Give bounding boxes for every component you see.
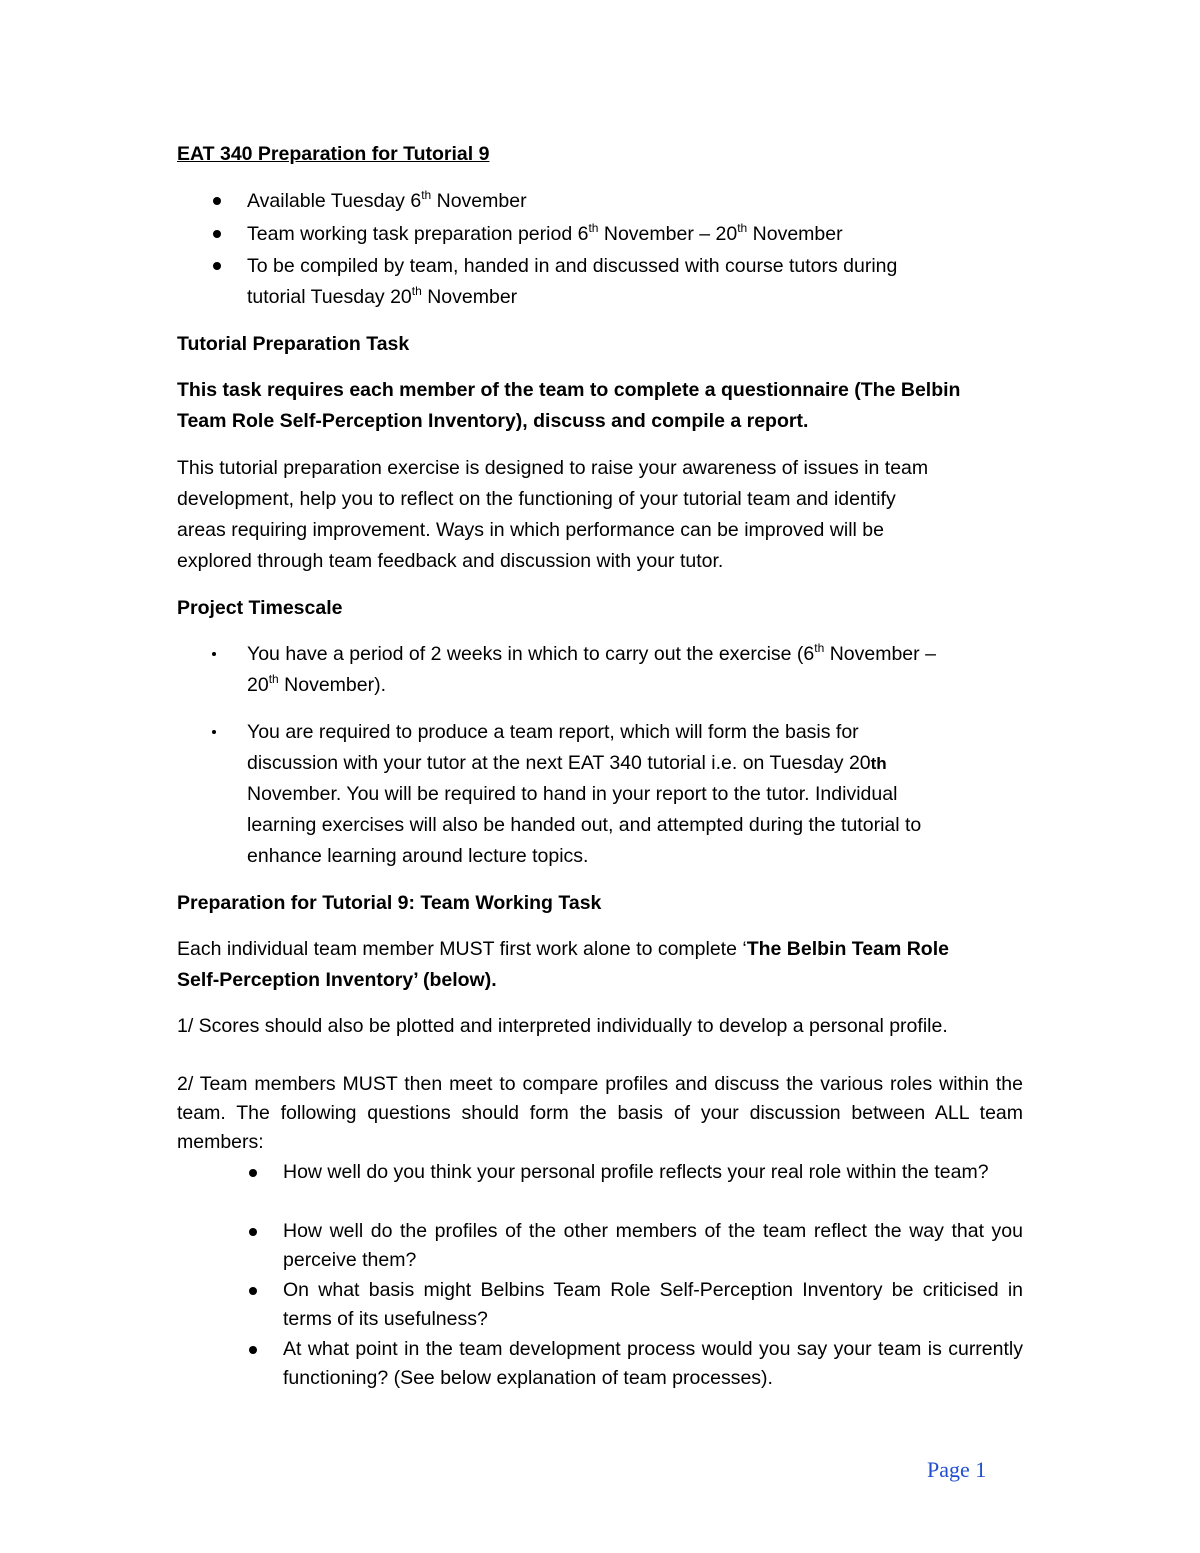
question-item: How well do the profiles of the other members of the team reflect the way that you perceive them? bbox=[283, 1220, 1023, 1271]
bullet-icon bbox=[249, 1219, 257, 1236]
available-date: Available Tuesday 6th November bbox=[247, 188, 527, 212]
team-task-intro-line-1: Each individual team member MUST first work alone to complete ‘The Belbin Team Role bbox=[177, 938, 949, 960]
preparation-period: Team working task preparation period 6th November – 20th November bbox=[247, 221, 843, 245]
bullet-icon bbox=[249, 1160, 257, 1177]
timescale-item-2-line: learning exercises will also be handed out, and attempted during the tutorial to bbox=[247, 814, 922, 836]
page-number: Page 1 bbox=[927, 1457, 987, 1482]
timescale-item-2-line: November. You will be required to hand in your report to the tutor. Individual bbox=[247, 783, 898, 805]
timescale-item-1-line-2: 20th November). bbox=[247, 672, 386, 696]
step-2-text: 2/ Team members MUST then meet to compare profiles and discuss the various roles within the team. The following questions should form the basis of your discussion between ALL team members: bbox=[177, 1073, 1023, 1153]
task-requirement-line-1: This task requires each member of the team to complete a questionnaire (The Belbin bbox=[177, 379, 961, 401]
bullet-icon bbox=[213, 253, 221, 270]
task-requirement-line-2: Team Role Self-Perception Inventory), discuss and compile a report. bbox=[177, 410, 809, 432]
timescale-item-2-line: enhance learning around lecture topics. bbox=[247, 845, 589, 867]
bullet-icon bbox=[249, 1337, 257, 1354]
question-item: On what basis might Belbins Team Role Self-Perception Inventory be criticised in terms of its usefulness? bbox=[283, 1279, 1023, 1330]
question-item: How well do you think your personal profile reflects your real role within the team? bbox=[283, 1161, 989, 1183]
bullet-icon bbox=[213, 188, 221, 205]
description-line: This tutorial preparation exercise is designed to raise your awareness of issues in team bbox=[177, 457, 929, 479]
bullet-icon bbox=[212, 719, 216, 734]
timescale-item-1-line-1: You have a period of 2 weeks in which to carry out the exercise (6th November – bbox=[247, 641, 936, 665]
timescale-item-2-line-2: discussion with your tutor at the next EAT 340 tutorial i.e. on Tuesday 20th bbox=[247, 752, 887, 774]
bullet-icon bbox=[213, 221, 221, 238]
description-line: areas requiring improvement. Ways in which performance can be improved will be bbox=[177, 519, 884, 541]
tutorial-task-heading: Tutorial Preparation Task bbox=[177, 333, 410, 355]
description-line: explored through team feedback and discussion with your tutor. bbox=[177, 550, 724, 572]
compiled-line-2: tutorial Tuesday 20th November bbox=[247, 284, 518, 308]
step-1-text: 1/ Scores should also be plotted and interpreted individually to develop a personal profile. bbox=[177, 1015, 948, 1037]
team-task-intro-line-2: Self-Perception Inventory’ (below). bbox=[177, 969, 497, 991]
description-line: development, help you to reflect on the functioning of your tutorial team and identify bbox=[177, 488, 896, 510]
timescale-heading: Project Timescale bbox=[177, 597, 343, 619]
question-item: At what point in the team development process would you say your team is currently functioning? (See below explanation of team processes). bbox=[283, 1338, 1023, 1389]
compiled-line-1: To be compiled by team, handed in and discussed with course tutors during bbox=[247, 255, 898, 277]
bullet-icon bbox=[249, 1278, 257, 1295]
team-task-heading: Preparation for Tutorial 9: Team Working Task bbox=[177, 892, 602, 914]
document-title: EAT 340 Preparation for Tutorial 9 bbox=[177, 143, 490, 165]
bullet-icon bbox=[212, 641, 216, 656]
timescale-item-2-line-1: You are required to produce a team report, which will form the basis for bbox=[247, 721, 859, 743]
